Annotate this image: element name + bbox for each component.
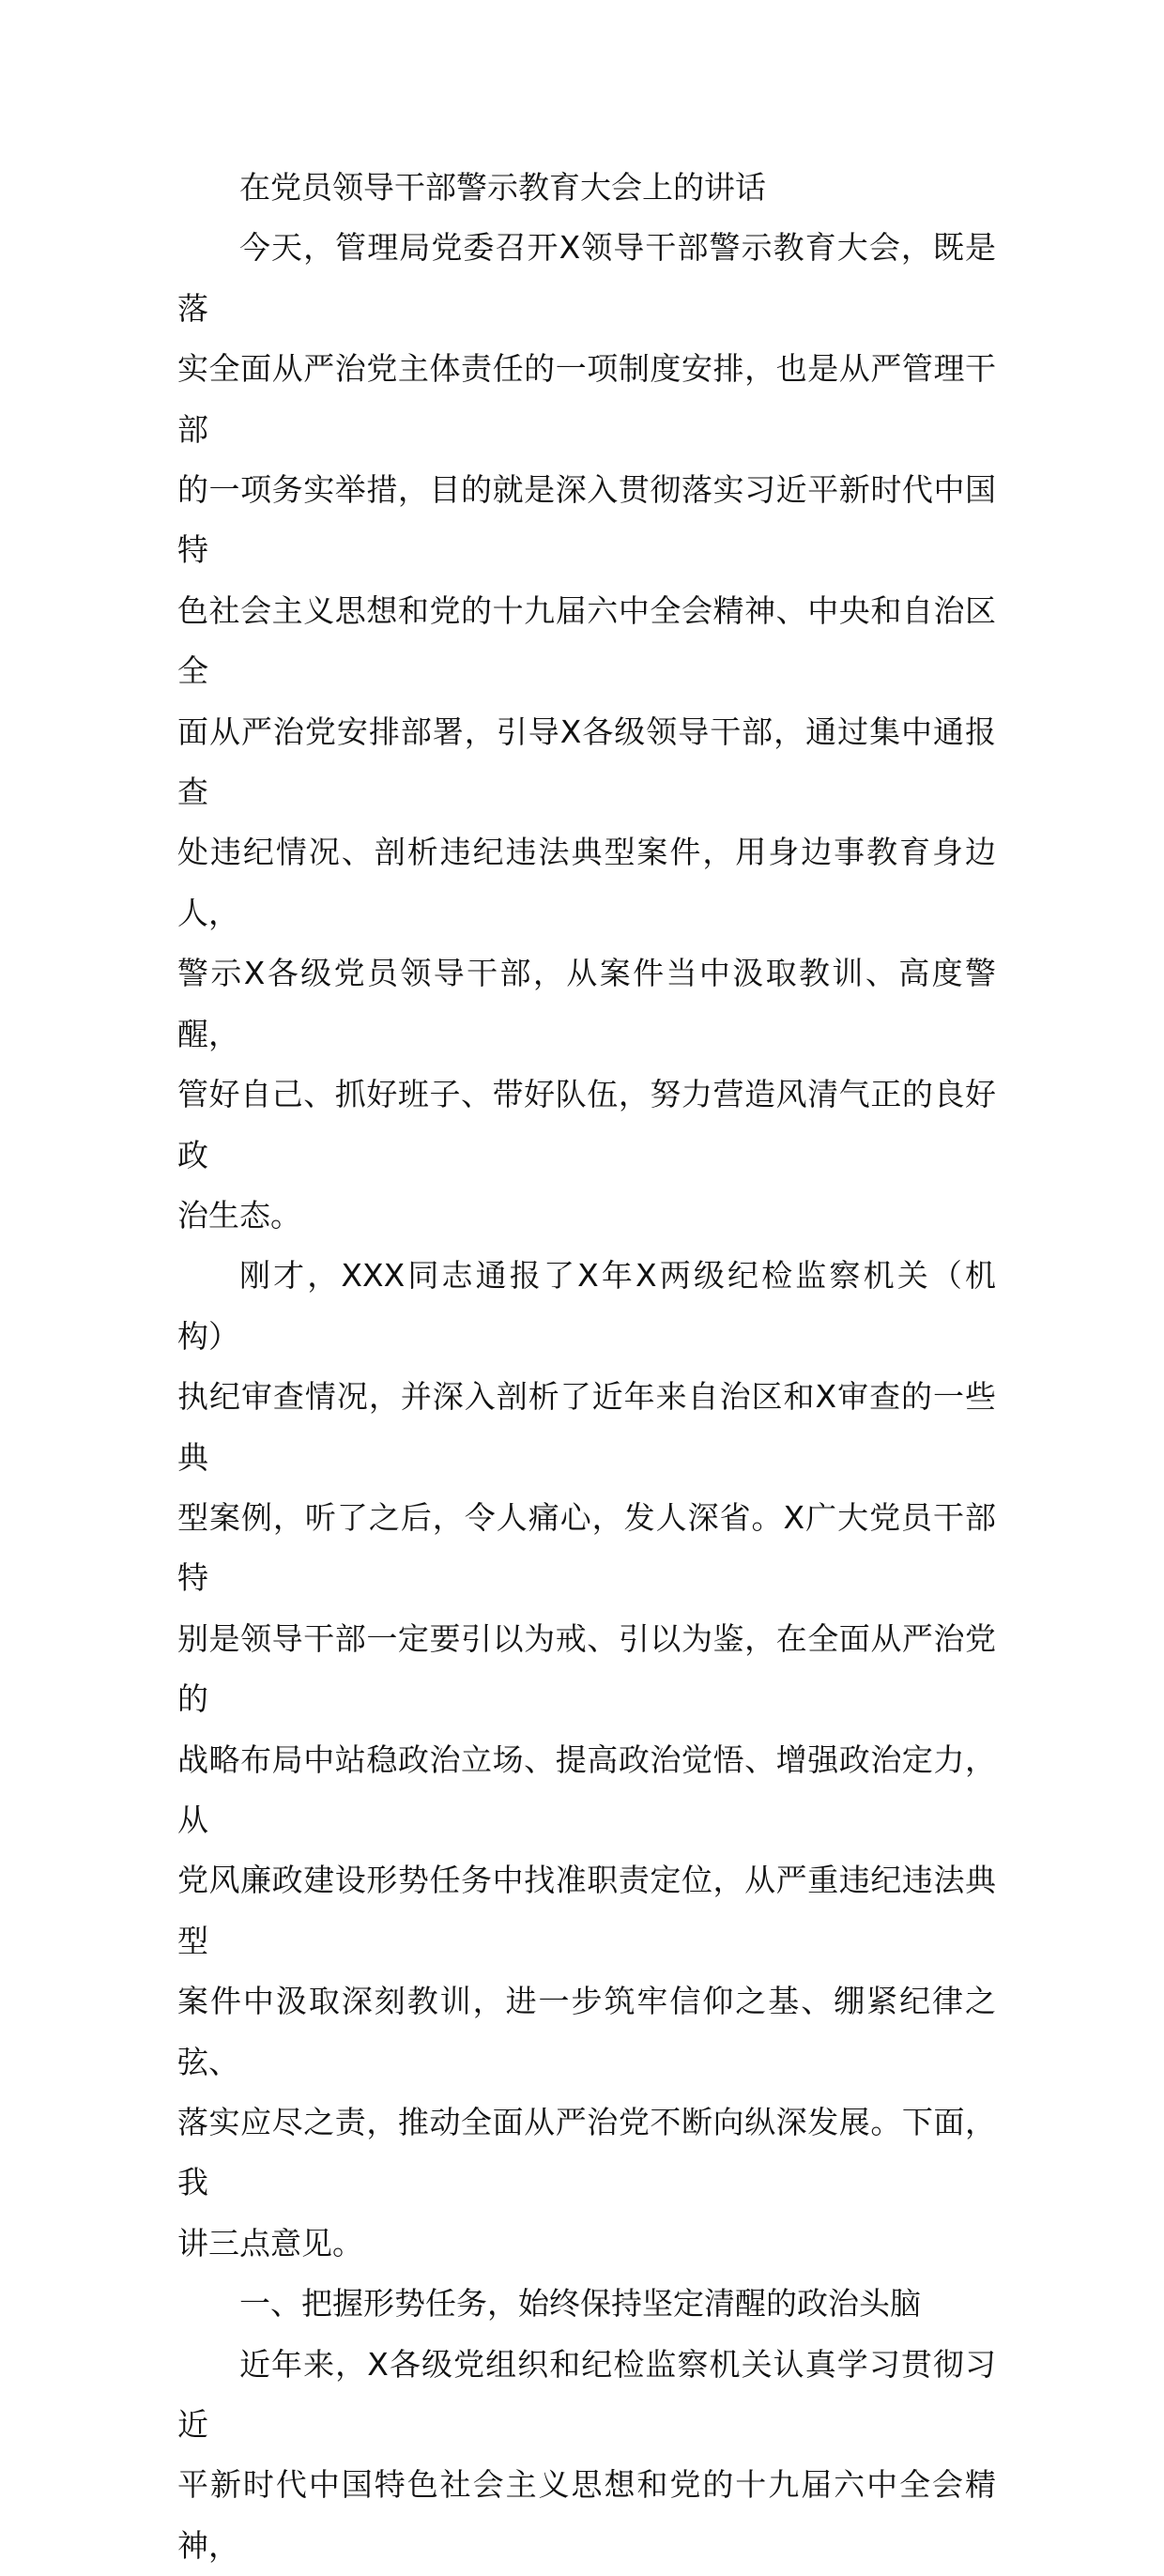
- paragraph-1: 今天，管理局党委召开X领导干部警示教育大会，既是落 实全面从严治党主体责任的一项制度安排，也是从严管理干部 的一项务实举措，目的就是深入贯彻落实习近平新时代中国特 色社会主义思想和党的十九届六中全会精神、中央和自治区全 面从严治党安排部署，引导X各级领导干部，通过集中通报查 处违纪情况、剖析违纪违法典型案件，用身边事教育身边人， 警示X各级党员领导干部，从案件当中汲取教训、高度警醒， 管好自己、抓好班子、带好队伍，努力营造风清气正的良好政 治生态。: [177, 229, 996, 1234]
- document-title: 在党员领导干部警示教育大会上的讲话: [239, 169, 766, 206]
- section-heading: 一、把握形势任务，始终保持坚定清醒的政治头脑: [239, 2285, 921, 2323]
- paragraph-2: 刚才，XXX同志通报了X年X两级纪检监察机关（机构） 执纪审查情况，并深入剖析了近年来自治区和X审查的一些典 型案例，听了之后，令人痛心，发人深省。X广大党员干部特 别是领导干部一定要引以为戒、引以为鉴，在全面从严治党的 战略布局中站稳政治立场、提高政治觉悟、增强政治定力，从 党风廉政建设形势任务中找准职责定位，从严重违纪违法典型 案件中汲取深刻教训，进一步筑牢信仰之基、绷紧纪律之弦、 落实应尽之责，推动全面从严治党不断向纵深发展。下面，我 讲三点意见。: [177, 1257, 996, 2262]
- section-paragraph: 近年来，X各级党组织和纪检监察机关认真学习贯彻习近 平新时代中国特色社会主义思想和党的十九届六中全会精神，: [177, 2345, 996, 2564]
- document-body: [177, 158, 996, 2576]
